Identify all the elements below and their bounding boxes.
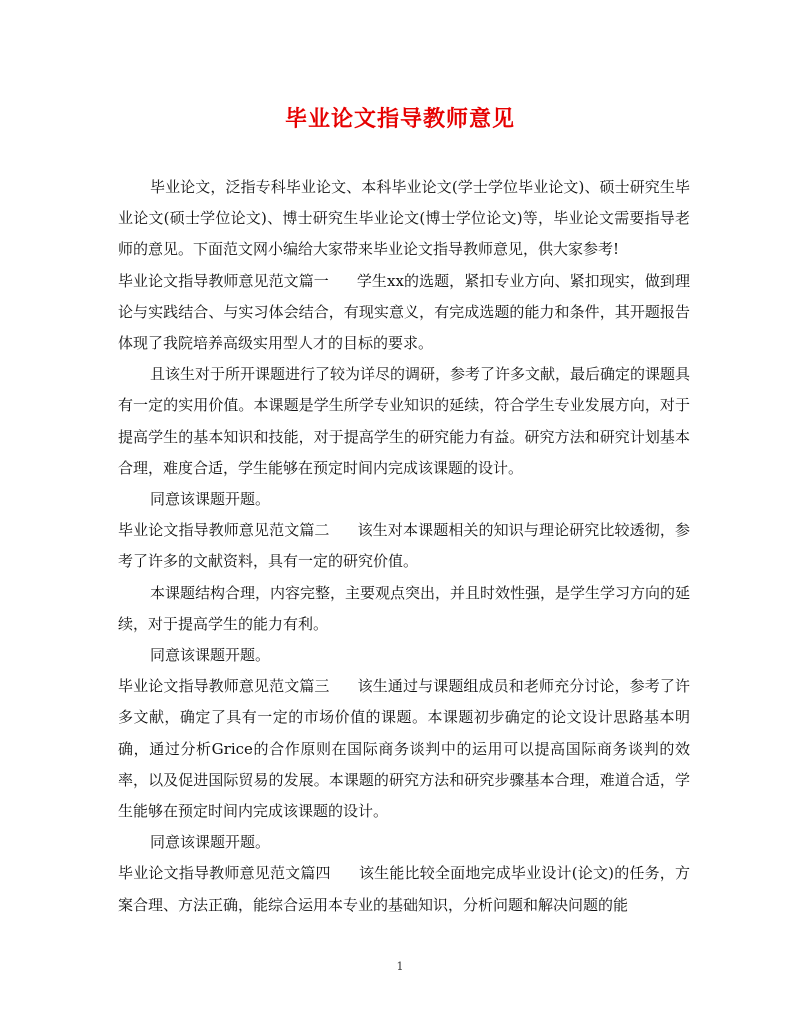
section-2-paragraph: 本课题结构合理，内容完整，主要观点突出，并且时效性强，是学生学习方向的延续，对于提高学生的能力有利。 xyxy=(118,583,691,633)
section-lead-text: 该生能比较全面地完成毕业设计(论文)的任务，方案合理、方法正确，能综合运用本专业的基础知识，分析问题和解决问题的能 xyxy=(118,864,690,914)
section-lead-text: 学生xx的选题，紧扣专业方向、紧扣现实，做到理论与实践结合、与实习体会结合，有现实意义，有完成选题的能力和条件，其开题报告体现了我院培养高级实用型人才的目标的要求。 xyxy=(118,271,690,353)
section-2-lead xyxy=(118,515,690,577)
page-title: 毕业论文指导教师意见 xyxy=(284,106,515,132)
section-lead-text: 该生通过与课题组成员和老师充分讨论，参考了许多文献，确定了具有一定的市场价值的课题。本课题初步确定的论文设计思路基本明确，通过分析Grice的合作原则在国际商务谈判中的运用可以提高国际商务谈判的效率，以及促进国际贸易的发展。本课题的研究方法和研究步骤基本合理，难道合适，学生能够在预定时间内完成该课题的设计。 xyxy=(118,677,690,821)
section-heading: 毕业论文指导教师意见范文篇一 xyxy=(118,271,329,290)
section-3-approval: 同意该课题开题。 xyxy=(150,833,271,852)
section-1-approval: 同意该课题开题。 xyxy=(150,490,271,509)
section-heading: 毕业论文指导教师意见范文篇三 xyxy=(118,677,330,696)
section-1-paragraph: 且该生对于所开课题进行了较为详尽的调研，参考了许多文献，最后确定的课题具有一定的实用价值。本课题是学生所学专业知识的延续，符合学生专业发展方向，对于提高学生的基本知识和技能，对于提高学生的研究能力有益。研究方法和研究计划基本合理，难度合适，学生能够在预定时间内完成该课题的设计。 xyxy=(118,365,691,477)
document-body xyxy=(118,172,690,921)
page-number: 1 xyxy=(396,960,404,973)
intro-paragraph: 毕业论文，泛指专科毕业论文、本科毕业论文(学士学位毕业论文)、硕士研究生毕业论文(硕士学位论文)、博士研究生毕业论文(博士学位论文)等，毕业论文需要指导老师的意见。下面范文网小编给大家带来毕业论文指导教师意见，供大家参考! xyxy=(118,178,690,259)
section-heading: 毕业论文指导教师意见范文篇四 xyxy=(118,864,331,883)
section-4-lead xyxy=(118,858,690,920)
section-lead-text: 该生对本课题相关的知识与理论研究比较透彻，参考了许多的文献资料，具有一定的研究价值。 xyxy=(118,521,690,571)
section-2-approval: 同意该课题开题。 xyxy=(150,646,271,665)
section-heading: 毕业论文指导教师意见范文篇二 xyxy=(118,521,330,540)
section-3-lead xyxy=(118,671,690,827)
section-1-lead xyxy=(118,266,690,360)
